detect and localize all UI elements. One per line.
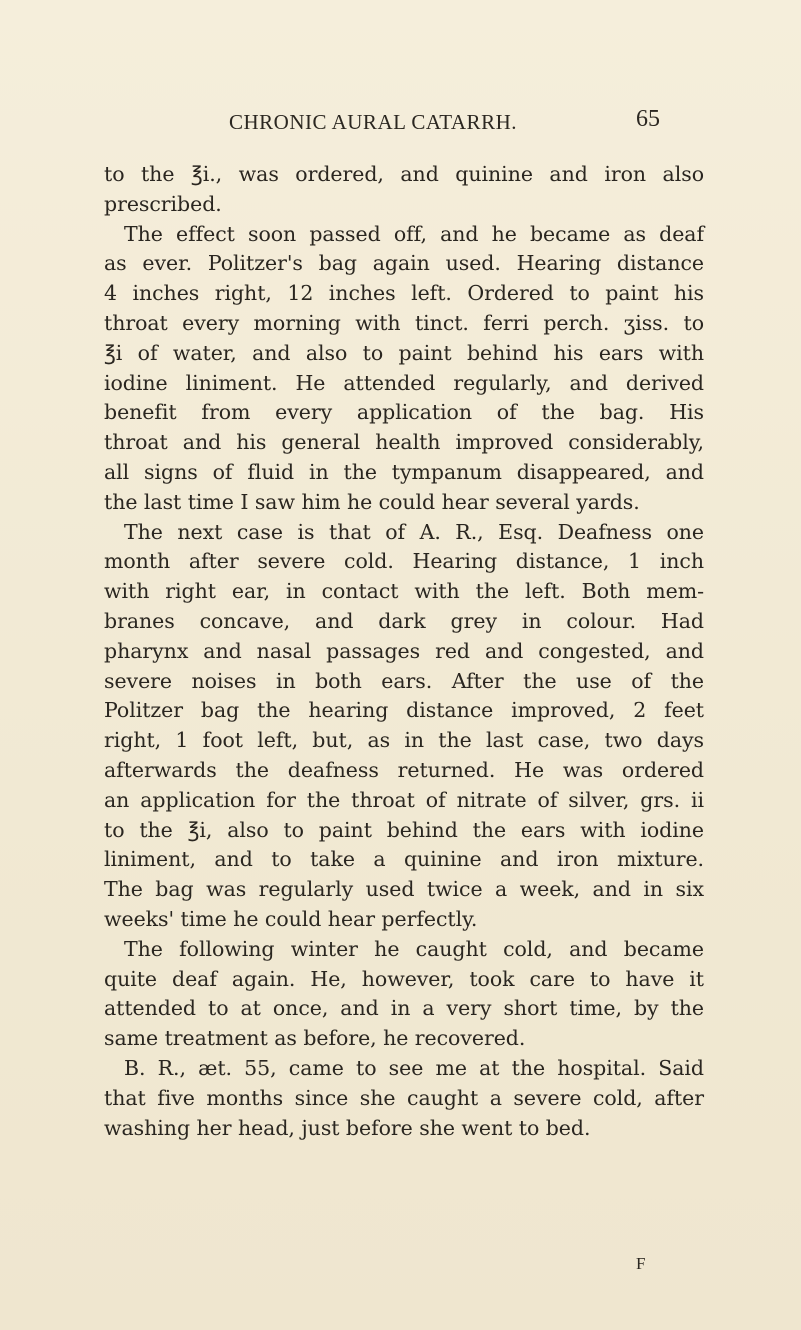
text-line: as ever. Politzer's bag again used. Hearing distance (104, 251, 704, 276)
text-line: ℥i of water, and also to paint behind his ears with (104, 340, 704, 365)
text-line: afterwards the deafness returned. He was ordered (104, 757, 704, 782)
text-line: pharynx and nasal passages red and congested, and (104, 638, 704, 663)
text-line: same treatment as before, he recovered. (104, 1026, 526, 1051)
text-line: severe noises in both ears. After the use of the (104, 668, 704, 693)
text-line: right, 1 foot left, but, as in the last case, two days (104, 728, 704, 753)
text-line: quite deaf again. He, however, took care to have it (104, 966, 704, 991)
text-line: the last time I saw him he could hear several yards. (104, 489, 640, 514)
text-line: iodine liniment. He attended regularly, and derived (104, 370, 704, 395)
text-line: B. R., æt. 55, came to see me at the hospital. Said (124, 1055, 704, 1080)
text-line: that five months since she caught a severe cold, after (104, 1085, 704, 1110)
text-line: liniment, and to take a quinine and iron mixture. (104, 847, 704, 872)
page-number: 65 (636, 106, 660, 132)
text-line: branes concave, and dark grey in colour. Had (104, 608, 704, 633)
text-line: with right ear, in contact with the left. Both mem- (104, 579, 704, 604)
text-line: 4 inches right, 12 inches left. Ordered to paint his (104, 281, 704, 306)
running-head: CHRONIC AURAL CATARRH. (229, 110, 517, 134)
text-line: an application for the throat of nitrate of silver, grs. ii (104, 787, 704, 812)
text-line: prescribed. (104, 191, 222, 216)
text-line: The next case is that of A. R., Esq. Deafness one (124, 519, 704, 544)
text-line: The effect soon passed off, and he became as deaf (124, 221, 704, 246)
text-line: The bag was regularly used twice a week, and in six (104, 877, 704, 902)
text-line: attended to at once, and in a very short time, by the (104, 996, 704, 1021)
text-line: The following winter he caught cold, and became (124, 936, 704, 961)
text-line: month after severe cold. Hearing distance, 1 inch (104, 549, 704, 574)
body-text (104, 160, 704, 1143)
text-line: all signs of fluid in the tympanum disappeared, and (104, 459, 704, 484)
text-line: throat every morning with tinct. ferri perch. ʒiss. to (104, 310, 704, 335)
text-line: to the ℥i., was ordered, and quinine and iron also (104, 162, 704, 186)
text-line: to the ℥i, also to paint behind the ears with iodine (104, 817, 704, 842)
signature-mark: F (636, 1254, 646, 1273)
text-line: throat and his general health improved considerably, (104, 430, 704, 455)
text-line: benefit from every application of the bag. His (104, 400, 704, 425)
text-line: washing her head, just before she went to bed. (104, 1115, 591, 1140)
text-line: Politzer bag the hearing distance improved, 2 feet (104, 698, 704, 723)
text-line: weeks' time he could hear perfectly. (104, 906, 478, 931)
